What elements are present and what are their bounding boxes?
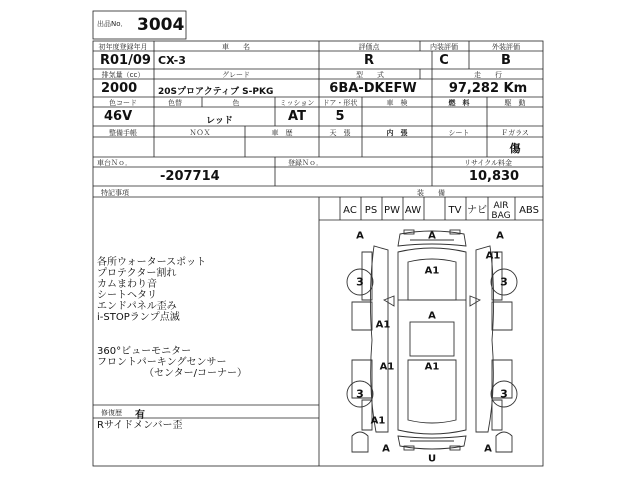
remark-line: カムまわり音 <box>97 279 157 290</box>
damage-mark: 3 <box>500 275 508 289</box>
history-label: 車 歴 <box>271 129 293 137</box>
equip-navi: ナビ <box>467 205 487 216</box>
cc-label: 排気量（cc） <box>101 71 145 79</box>
damage-mark: U <box>427 453 437 465</box>
repair-value: 有 <box>135 410 145 421</box>
damage-mark: A1 <box>485 250 501 262</box>
grade-value: 20Sプロアクティブ S-PKG <box>158 87 274 97</box>
damage-mark: A1 <box>424 265 440 277</box>
door-label: ドア・形状 <box>322 99 358 107</box>
remark-line: i-STOPランプ点滅 <box>97 312 180 323</box>
damage-mark: A1 <box>379 361 395 373</box>
remark-line: シートヘタリ <box>97 290 157 301</box>
exterior-value: B <box>501 53 511 68</box>
cc-value: 2000 <box>101 81 138 96</box>
repair-label: 修復歴 <box>101 409 122 417</box>
damage-mark: A <box>484 443 492 455</box>
inspection-label: 車 検 <box>386 99 408 107</box>
remarks-label: 特記事項 <box>101 189 129 197</box>
fuel-label: 燃 料 <box>448 99 470 107</box>
equip-pw: PW <box>384 205 400 216</box>
manual-label: 整備手帳 <box>109 129 137 137</box>
damage-mark: A <box>382 443 390 455</box>
interior-value: C <box>439 53 449 68</box>
damage-mark: A1 <box>375 319 391 331</box>
recycle-label: リサイクル料金 <box>463 159 513 167</box>
remark-line: 各所ウォータースポット <box>97 257 207 268</box>
equipment-label: 装 備 <box>417 189 445 197</box>
score-label: 評価点 <box>358 43 380 51</box>
color-change-label: 色替 <box>168 99 182 107</box>
roof-label: 天 張 <box>329 129 351 137</box>
remark-line: エンドパネル歪み <box>97 301 177 312</box>
equip-ac: AC <box>343 205 357 216</box>
reg-label: 登録Ｎｏ． <box>288 159 323 167</box>
damage-mark: 3 <box>356 387 364 401</box>
mission-label: ミッション <box>279 99 315 107</box>
model-value: 6BA-DKEFW <box>329 81 417 96</box>
drive-label: 駆 動 <box>504 99 526 107</box>
lot-number-box <box>93 11 186 39</box>
year-value: R01/09 <box>100 53 151 68</box>
mission-value: AT <box>288 109 306 124</box>
damage-mark: A1 <box>424 361 440 373</box>
remark-line: （センター/コーナー） <box>144 368 247 379</box>
glass-value: 傷 <box>509 142 521 155</box>
exterior-label: 外装評価 <box>492 43 520 51</box>
equip-airbag: AIR BAG <box>491 201 511 221</box>
color-code-label: 色コード <box>109 99 137 107</box>
car-name-value: CX-3 <box>158 54 186 67</box>
lot-label: 出品No． <box>97 20 128 28</box>
damage-mark: A1 <box>370 415 386 427</box>
damage-mark: A <box>496 230 504 242</box>
damage-mark: A <box>428 310 436 322</box>
damage-mark: A <box>356 230 364 242</box>
score-value: R <box>363 53 375 68</box>
damage-mark: 3 <box>356 275 364 289</box>
color-label: 色 <box>232 99 240 107</box>
chassis-value: -207714 <box>160 169 220 184</box>
color-value: レッド <box>206 116 233 126</box>
door-value: 5 <box>335 109 345 124</box>
chassis-label: 車台Ｎｏ． <box>97 159 132 167</box>
mileage-label: 走 行 <box>474 71 502 79</box>
nox-label: ＮＯＸ <box>189 129 211 137</box>
remark-line: 360°ビューモニター <box>97 346 192 357</box>
equip-aw: AW <box>404 205 422 216</box>
equip-tv: TV <box>448 205 462 216</box>
mileage-value: 97,282 Km <box>448 81 528 96</box>
glass-label: Ｆガラス <box>501 129 529 137</box>
repair-detail: Rサイドメンバー歪 <box>97 420 183 431</box>
remark-line: プロテクター割れ <box>97 268 177 279</box>
interior-label: 内装評価 <box>430 43 458 51</box>
damage-mark: 3 <box>500 387 508 401</box>
year-label: 初年度登録年月 <box>98 43 148 51</box>
color-code-value: 46V <box>104 109 133 124</box>
model-label: 型 式 <box>356 71 384 79</box>
grade-label: グレード <box>222 71 250 79</box>
equip-abs: ABS <box>519 205 539 216</box>
name-label: 車 名 <box>222 43 250 51</box>
trim-label: 内 張 <box>386 129 408 137</box>
equip-ps: PS <box>364 205 378 216</box>
recycle-value: 10,830 <box>468 169 520 184</box>
remark-line: フロントパーキングセンサー <box>97 357 227 368</box>
seat-label: シート <box>448 129 470 137</box>
lot-number: 3004 <box>137 15 185 35</box>
damage-mark: A <box>428 230 436 242</box>
